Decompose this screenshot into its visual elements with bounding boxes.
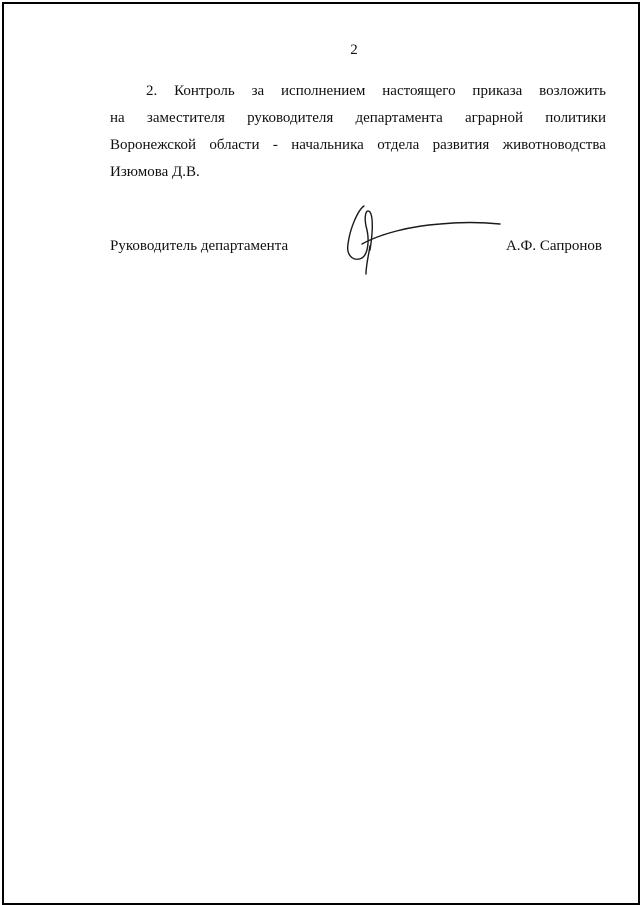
paragraph-line-2 — [110, 107, 606, 129]
word: 2. — [146, 83, 158, 99]
word: политики — [545, 110, 606, 126]
word: приказа — [472, 83, 523, 99]
word: Контроль — [174, 83, 235, 99]
paragraph-line-1 — [110, 80, 606, 102]
word: настоящего — [382, 83, 456, 99]
word: - — [272, 137, 278, 153]
signatory-name: А.Ф. Сапронов — [505, 238, 602, 254]
word: Воронежской — [110, 137, 196, 153]
word: руководителя — [247, 110, 334, 126]
page-number: 2 — [350, 42, 358, 58]
paragraph-line-3 — [110, 134, 606, 156]
word: развития — [432, 137, 490, 153]
word: на — [110, 110, 125, 126]
word: заместителя — [146, 110, 225, 126]
word: департамента — [355, 110, 443, 126]
word: начальника — [291, 137, 364, 153]
signature-row — [110, 238, 606, 260]
word: исполнением — [281, 83, 366, 99]
paragraph-line-4: Изюмова Д.В. — [110, 164, 200, 180]
word: за — [251, 83, 265, 99]
word: возложить — [539, 83, 606, 99]
signatory-title: Руководитель департамента — [110, 238, 289, 254]
word: животноводства — [502, 137, 606, 153]
word: области — [209, 137, 260, 153]
word: аграрной — [464, 110, 523, 126]
word: отдела — [377, 137, 420, 153]
